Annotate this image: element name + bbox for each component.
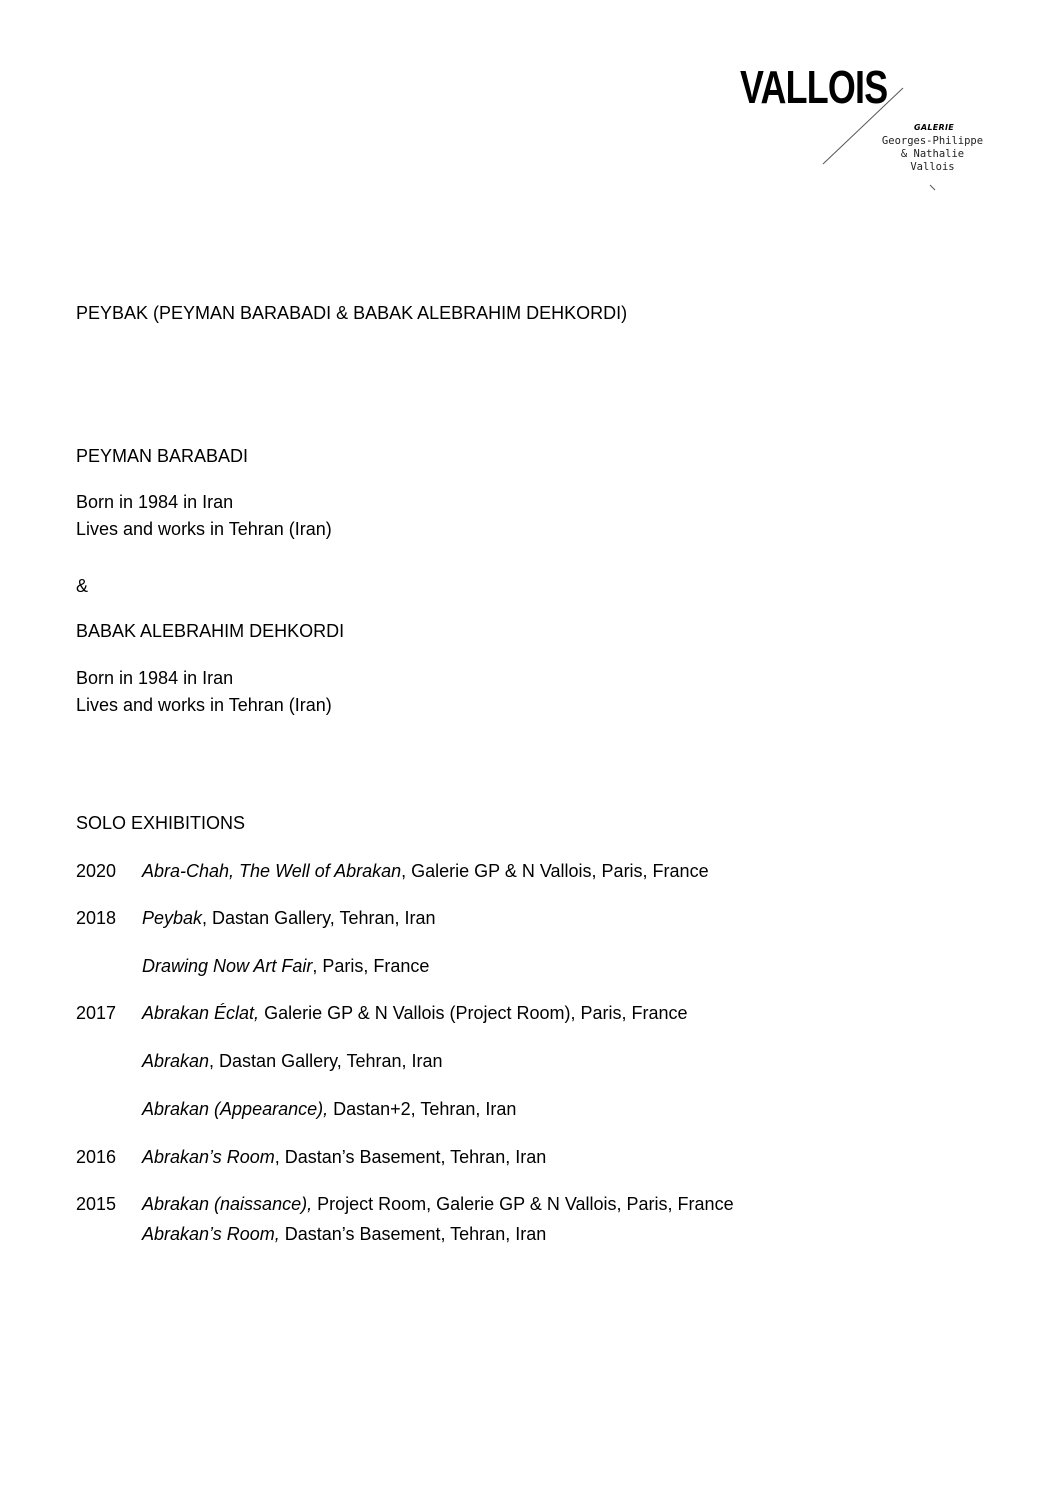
exhibition-entry: [142, 1223, 546, 1245]
artist-born: Born in 1984 in Iran: [76, 668, 234, 688]
ampersand: &: [76, 576, 89, 596]
gallery-logo: [700, 60, 1030, 200]
artist-lives: Lives and works in Tehran (Iran): [76, 695, 332, 715]
exhibition-title: Abrakan (Appearance),: [142, 1099, 329, 1119]
exhibition-entry: [142, 955, 429, 977]
exhibition-title: Drawing Now Art Fair: [142, 956, 313, 976]
exhibition-year: 2017: [76, 1003, 117, 1023]
document-title: PEYBAK (PEYMAN BARABADI & BABAK ALEBRAHIM DEHKORDI): [76, 303, 628, 323]
exhibition-year: 2018: [76, 908, 117, 928]
exhibition-details: , Paris, France: [312, 956, 430, 976]
section-title: SOLO EXHIBITIONS: [76, 813, 246, 833]
artist-name: PEYMAN BARABADI: [76, 446, 249, 466]
exhibition-entry: [142, 907, 436, 929]
exhibition-title: Abrakan (naissance),: [142, 1194, 313, 1214]
logo-name-line: Georges-Philippe: [881, 135, 984, 147]
exhibition-entry: [142, 1146, 546, 1168]
exhibition-title: Abrakan’s Room,: [142, 1224, 280, 1244]
exhibition-details: , Dastan Gallery, Tehran, Iran: [209, 1051, 443, 1071]
artist-born: Born in 1984 in Iran: [76, 492, 234, 512]
exhibition-entry: [142, 1098, 516, 1120]
exhibition-entry: [142, 1002, 688, 1024]
exhibition-title: Abra-Chah, The Well of Abrakan: [142, 861, 402, 881]
logo-galerie-label: GALERIE: [914, 123, 955, 132]
logo-name-line: Vallois: [910, 161, 955, 173]
exhibition-title: Abrakan: [142, 1051, 210, 1071]
exhibition-entry: [142, 1193, 734, 1215]
exhibition-entry: [142, 860, 709, 882]
exhibition-title: Abrakan’s Room: [142, 1147, 275, 1167]
exhibition-details: Dastan’s Basement, Tehran, Iran: [279, 1224, 547, 1244]
exhibition-details: Dastan+2, Tehran, Iran: [328, 1099, 517, 1119]
artist-lives: Lives and works in Tehran (Iran): [76, 519, 332, 539]
exhibition-details: , Dastan Gallery, Tehran, Iran: [202, 908, 436, 928]
exhibition-title: Abrakan Éclat,: [142, 1003, 260, 1023]
logo-name-line: & Nathalie: [900, 148, 965, 160]
exhibition-year: 2020: [76, 861, 117, 881]
exhibition-entry: [142, 1050, 443, 1072]
exhibition-details: Project Room, Galerie GP & N Vallois, Paris, France: [312, 1194, 734, 1214]
exhibition-details: , Galerie GP & N Vallois, Paris, France: [401, 861, 709, 881]
exhibition-details: , Dastan’s Basement, Tehran, Iran: [274, 1147, 547, 1167]
exhibition-year: 2015: [76, 1194, 117, 1214]
artist-name: BABAK ALEBRAHIM DEHKORDI: [76, 621, 345, 641]
exhibition-year: 2016: [76, 1147, 117, 1167]
exhibition-title: Peybak: [142, 908, 203, 928]
logo-wordmark: VALLOIS: [740, 61, 888, 113]
exhibition-details: Galerie GP & N Vallois (Project Room), Paris, France: [259, 1003, 688, 1023]
logo-gallery-name: [875, 135, 990, 174]
